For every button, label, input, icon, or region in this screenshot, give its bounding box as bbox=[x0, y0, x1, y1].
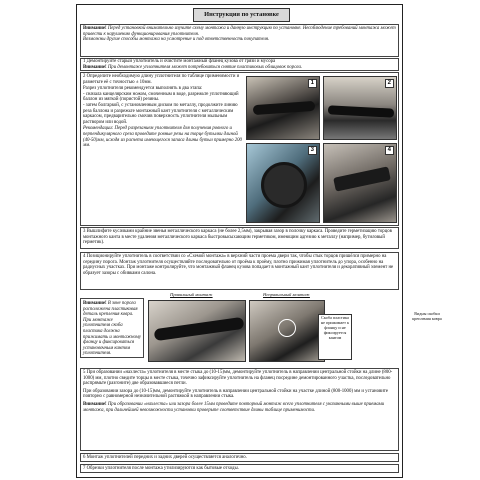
seal-roll-image bbox=[261, 162, 307, 208]
photo-number-3: 3 bbox=[308, 146, 317, 155]
problem-marker-icon bbox=[278, 319, 296, 337]
attention-2-label: Внимание! bbox=[83, 301, 107, 306]
page-title: Инструкция по установке bbox=[193, 8, 290, 22]
step-5-p1: 5 При образовании «нахлеста» уплотнителя в месте стыка до (10-15)мм, демонтируйте уплотнитель в направлении центральной стойки на длине (800-1000) мм, плотно сведите торцы в месте стыка, точечно зафиксируйте уплотнитель на фланец посредине демонтированного участка, последовательно распрямьте (разгоните) две образовавшиеся петли. bbox=[83, 370, 393, 387]
step-5 bbox=[80, 368, 399, 451]
seal-strip-image bbox=[253, 101, 316, 115]
attention-text: Перед установкой внимательно изучите схему монтажа и данную инструкцию по установке. Несоблюдение требований монтажа может привести к нарушению функционирования уплотнителя. bbox=[83, 26, 396, 37]
step-4 bbox=[80, 252, 399, 290]
step-6 bbox=[80, 453, 399, 462]
step-1-note: При демонтаже уплотнителя может потребоваться снятие пластиковых облицовок порога. bbox=[107, 64, 303, 70]
step-5-warn-label: Внимание! bbox=[83, 401, 107, 407]
callout-text: Скоба пластика не прижимает к фланцу и не фиксируется кантом bbox=[320, 315, 350, 340]
photo-number-1: 1 bbox=[308, 79, 317, 88]
step-7 bbox=[80, 464, 399, 473]
photo-1 bbox=[246, 76, 320, 140]
step-1-text: 1 Демонтируйте старый уплотнитель и очистите монтажный фланец кузова от грязи и мусора bbox=[83, 59, 276, 64]
step-2-text-block bbox=[83, 74, 243, 149]
callout-brackets-visible: Видны скобки крепления ковра bbox=[412, 311, 442, 321]
callout-bracket-not-fixed bbox=[318, 314, 352, 360]
photo-number-4: 4 bbox=[385, 146, 394, 155]
step-3 bbox=[80, 227, 399, 249]
correct-mount-label: Правильный монтаж bbox=[170, 292, 213, 297]
photo-2 bbox=[323, 76, 397, 140]
step-2-a: - сначала канцелярским ножом, смоченным в воде, разрежьте уплотняющий баллон из мягкой (пористой) резины. bbox=[83, 91, 239, 103]
step-6-text: 6 Монтаж уплотнителей передних и задних дверей осуществляется аналогично. bbox=[83, 455, 247, 460]
seal-strip-image bbox=[154, 317, 245, 341]
seal-strip-image bbox=[328, 105, 394, 117]
attention-intro-section bbox=[80, 24, 399, 57]
photo-3 bbox=[246, 143, 320, 223]
step-5-warn: При образовании «нахлеста» или зазора более 15мм проведите повторный монтаж всего уплотнителя с указанными выше приемами монтажа, при дальнейшей невозможности установки проверьте соответствие длины таблице применимости. bbox=[83, 401, 385, 413]
attention-2-box bbox=[80, 298, 144, 358]
step-2 bbox=[80, 72, 399, 226]
step-2-intro: 2 Определите необходимую длину уплотнителя по таблице применимости и разметьте её с точностью ± 10мм. bbox=[83, 74, 240, 85]
correct-mount-photo bbox=[148, 300, 246, 362]
instruction-page bbox=[76, 4, 442, 478]
step-2-cut: Разрез уплотнителя рекомендуется выполнять в два этапа: bbox=[83, 86, 203, 92]
step-1 bbox=[80, 58, 399, 71]
photo-4 bbox=[323, 143, 397, 223]
attention-note: Возможны другие способы монтажа на усмотрение и под ответственность покупателя. bbox=[83, 37, 270, 43]
seal-strip-image bbox=[333, 166, 391, 191]
step-3-text: 3 Вышлифите кусачками крайние звенья металлического каркаса (не более 2,5мм), закрывая зазор в полочку каркаса. Проведите герметизацию торцов монтажного канта в месте удаления металлического каркаса быстровысыхающим герметиком, имеющим адгезию к металлу (например, бутиловый герметик). bbox=[83, 229, 392, 246]
step-7-text: 7 Обрезки уплотнителя после монтажа утилизируются как бытовые отходы. bbox=[83, 466, 239, 471]
attention-2-text: В зоне порога расположена пластиковая деталь крепления ковра. При монтаже уплотнителя скоба пластика должна прижимать и монтажному фланцу и фиксироваться установочным кантом уплотнителя. bbox=[83, 301, 141, 357]
step-4-text: 4 Позиционируйте уплотнитель в соответствии со «Схемой монтажа» в верхний части проема двери так, чтобы стык торцов пришёлся примерно на середину порога. Монтаж уплотнителя осуществляйте последовательно от проёма к проёму, плотно прижимая уплотнитель до упора, особенно на радиусных участках. При монтаже контролируйте, что монтажный фланец кузова попадает в монтажный кант уплотнителя и декоративный элемент не образует зазоры с обивками салона. bbox=[83, 254, 394, 276]
wrong-mount-label: Неправильный монтаж bbox=[263, 292, 310, 297]
photo-number-2: 2 bbox=[385, 79, 394, 88]
step-5-p2: При образовании зазора до (10-15)мм, демонтируйте уплотнитель в направлении центральной стойки на участке длиной (800-1000) мм и установите повторно с равномерной незначительной растяжкой в направлении стыка. bbox=[83, 388, 389, 400]
step-2-b: - затем болгаркой, с установленным диском по металлу, продолжите линию реза баллона и разрежьте монтажный кант уплотнителя с металлическим каркасом, предварительно смочив поверхность уплотнителя мыльным раствором или водой. bbox=[83, 102, 238, 125]
wrong-mount-photo bbox=[249, 300, 325, 362]
attention-label: Внимание! bbox=[83, 26, 107, 31]
step-2-rec: Рекомендации: Перед разрезанием уплотнителя для получения ровного и перпендикулярного среза проведите ровные резы на торце бутылки длиной (40-50)мм, исходя из расчета имеющегося запаса длины бутыл примерно 200 мм. bbox=[83, 126, 242, 149]
step-1-note-label: Внимание! bbox=[83, 64, 107, 70]
